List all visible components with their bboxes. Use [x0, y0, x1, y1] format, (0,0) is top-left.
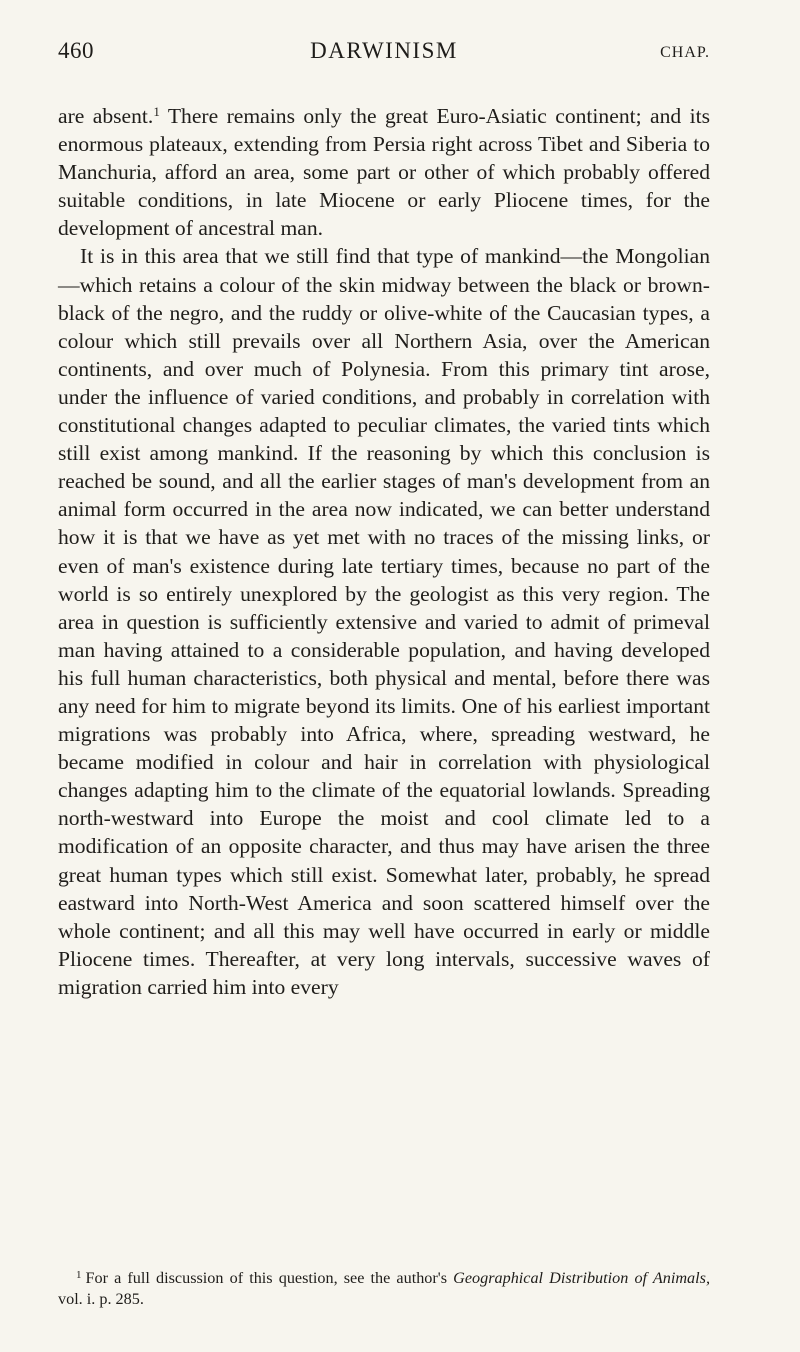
footnote-reference: 1 [153, 104, 160, 119]
running-head [58, 38, 710, 74]
footnote-mark: 1 [76, 1269, 82, 1281]
page-number: 460 [58, 38, 94, 63]
chapter-label: CHAP. [660, 44, 710, 61]
body-text [58, 102, 710, 1001]
footnote-cited-title: Geographical Distribution of Animals, [453, 1269, 710, 1287]
footnote-text-end: vol. i. p. 285. [58, 1290, 144, 1308]
paragraph-2: It is in this area that we still find that type of mankind—the Mongolian—which retains a colour of the skin midway between the black or brown-black of the negro, and the ruddy or olive-white of the Caucasian types, a colour which still prevails over all Northern Asia, over the American continents, and over much of Polynesia. From this primary tint arose, under the influence of varied conditions, and probably in correlation with constitutional changes adapted to peculiar climates, the varied tints which still exist among mankind. If the reasoning by which this conclusion is reached be sound, and all the earlier stages of man's development from an animal form occurred in the area now indicated, we can better understand how it is that we have as yet met with no traces of the missing links, or even of man's existence during late tertiary times, because no part of the world is so entirely unexplored by the geologist as this very region. The area in question is sufficiently extensive and varied to admit of primeval man having attained to a considerable population, and having developed his full human characteristics, both physical and mental, before there was any need for him to migrate beyond its limits. One of his earliest important migrations was probably into Africa, where, spreading westward, he became modified in colour and hair in correlation with physiological changes adapting him to the climate of the equatorial lowlands. Spreading north-westward into Europe the moist and cool climate led to a modification of an opposite character, and thus may have arisen the three great human types which still exist. Somewhat later, probably, he spread eastward into North-West America and soon scattered himself over the whole continent; and all this may well have occurred in early or middle Pliocene times. Thereafter, at very long intervals, successive waves of migration carried him into every [58, 244, 710, 999]
running-title: DARWINISM [310, 38, 458, 63]
paragraph-1-rest: There remains only the great Euro-Asiatic continent; and its enormous plateaux, extending from Persia right across Tibet and Siberia to Manchuria, afford an area, some part or other of which probably offered suitable conditions, in late Miocene or early Pliocene times, for the development of ancestral man. [58, 104, 711, 241]
paragraph-1-start: are absent. [58, 104, 154, 128]
paragraph-1 [58, 102, 710, 242]
footnote-text-start: For a full discussion of this question, see the author's [85, 1269, 454, 1287]
footnote [58, 1268, 710, 1310]
